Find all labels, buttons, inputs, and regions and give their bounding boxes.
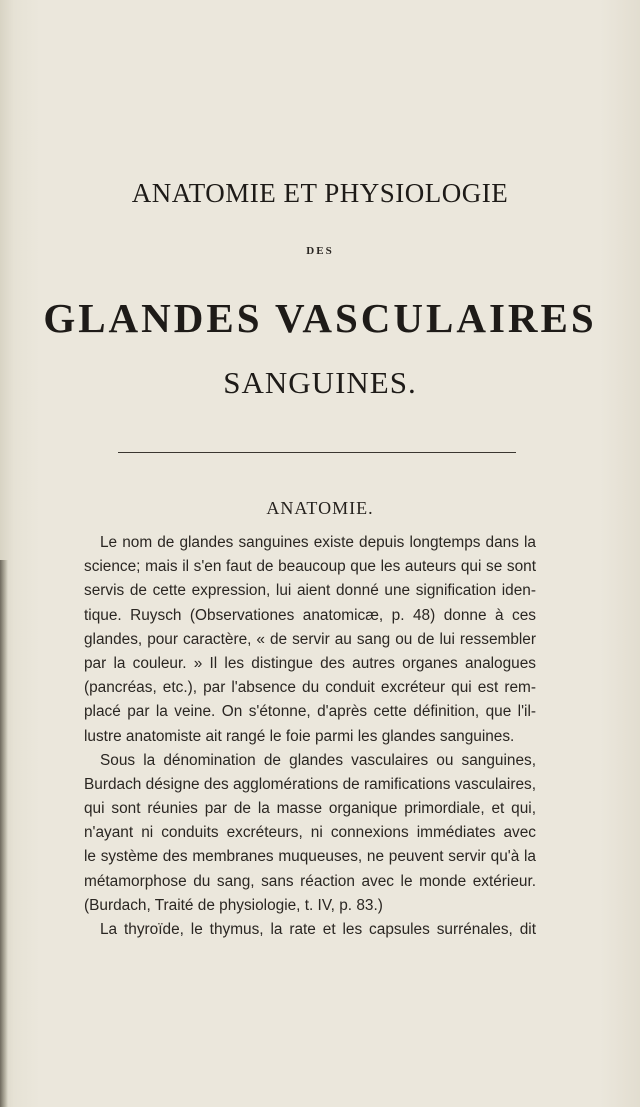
title-line-des: DES xyxy=(306,245,334,257)
text-line: tique. Ruysch (Observationes anatomicæ, p. 48) donne à ces xyxy=(84,606,536,624)
text-line: (Burdach, Traité de physiologie, t. IV, p. 83.) xyxy=(84,896,383,914)
text-line: métamorphose du sang, sans réaction avec le monde extérieur. xyxy=(84,872,536,890)
text-line: glandes, pour caractère, « de servir au sang ou de lui ressembler xyxy=(84,630,536,648)
text-line: placé par la veine. On s'étonne, d'après cette définition, que l'il- xyxy=(84,703,536,721)
section-heading: ANATOMIE. xyxy=(266,498,374,518)
title-line-sanguines: SANGUINES. xyxy=(223,365,417,400)
text-line: n'ayant ni conduits excréteurs, ni connexions immédiates avec xyxy=(84,824,536,842)
text-line: par la couleur. » Il les distingue des autres organes analogues xyxy=(84,654,536,672)
text-line: science; mais il s'en faut de beaucoup que les auteurs qui se sont xyxy=(84,558,536,576)
text-line: servis de cette expression, lui aient donné une signification iden- xyxy=(84,582,536,600)
body-paragraphs xyxy=(84,531,536,942)
text-line: lustre anatomiste ait rangé le foie parmi les glandes sanguines. xyxy=(84,727,515,745)
title-line-glandes-vasculaires: GLANDES VASCULAIRES xyxy=(43,295,597,341)
text-line: Sous la dénomination de glandes vasculaires ou sanguines, xyxy=(100,751,536,769)
text-line: Burdach désigne des agglomérations de ramifications vasculaires, xyxy=(84,775,536,793)
page-binding-shadow xyxy=(0,560,8,1107)
text-line: le système des membranes muqueuses, ne peuvent servir qu'à la xyxy=(84,848,536,866)
horizontal-rule xyxy=(118,452,516,453)
title-line-anatomie-physiologie: ANATOMIE ET PHYSIOLOGIE xyxy=(131,178,509,208)
text-line: Le nom de glandes sanguines existe depuis longtemps dans la xyxy=(100,534,536,551)
text-line: (pancréas, etc.), par l'absence du conduit excréteur qui est rem- xyxy=(84,679,536,697)
text-line: qui sont réunies par de la masse organique primordiale, et qui, xyxy=(84,800,536,818)
text-line: La thyroïde, le thymus, la rate et les capsules surrénales, dit xyxy=(100,921,536,938)
